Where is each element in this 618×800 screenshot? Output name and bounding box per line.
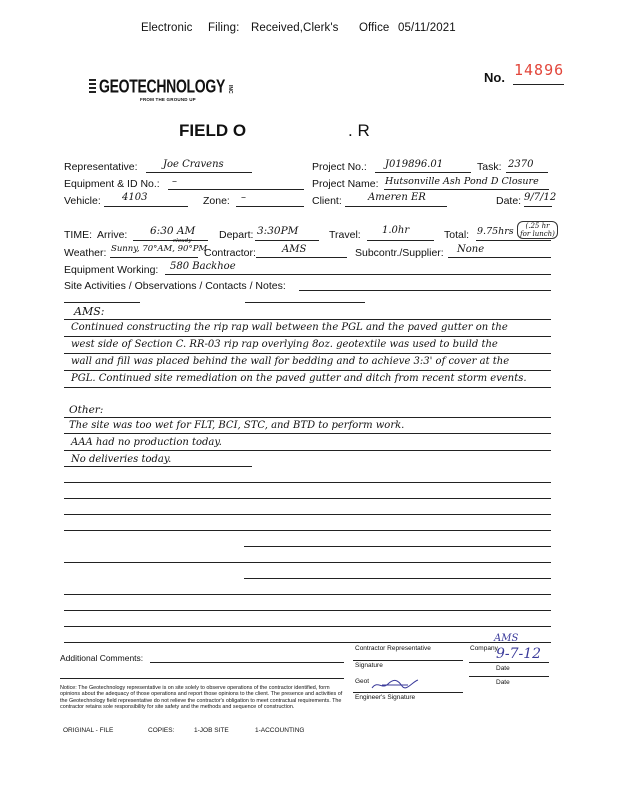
- contractor-label: Contractor:: [204, 247, 256, 259]
- filing-office: Office: [359, 22, 390, 34]
- date-label-engineer: Date: [496, 679, 510, 686]
- note-line-3: wall and fill was placed behind the wall for bedding and to achieve 3:3' of cover at the: [71, 356, 510, 367]
- vehicle-value: 4103: [122, 192, 148, 203]
- total-value: 9.75hrs: [477, 226, 514, 237]
- signature-label: Signature: [355, 662, 383, 669]
- depart-value: 3:30PM: [257, 225, 299, 237]
- zone-value: –: [241, 192, 246, 203]
- note-line-8: No deliveries today.: [71, 454, 172, 465]
- geot-label: Geot: [355, 678, 370, 685]
- engineer-signature-icon: [368, 676, 428, 692]
- equipment-id-label: Equipment & ID No.:: [64, 178, 160, 190]
- subcontractor-label: Subcontr./Supplier:: [355, 247, 444, 259]
- filing-date: 05/11/2021: [398, 22, 456, 34]
- representative-label: Representative:: [64, 161, 138, 173]
- task-label: Task:: [477, 161, 502, 173]
- note-line-5: Other:: [69, 404, 104, 416]
- company-logo: [89, 75, 233, 102]
- weather-value: Sunny, 70°AM, 90°PM: [111, 244, 208, 254]
- project-no-label: Project No.:: [312, 161, 367, 173]
- date-value-signed: 9-7-12: [496, 646, 542, 662]
- date-label: Date:: [496, 195, 522, 207]
- contractor-rep-label: Contractor Representative: [355, 645, 431, 652]
- job-site-label: 1-JOB SITE: [194, 727, 229, 734]
- project-name-label: Project Name:: [312, 178, 379, 190]
- filing-electronic: Electronic: [141, 22, 193, 34]
- notice-text: Notice: The Geotechnology representative is on site solely to observe operations of the contractor identified, form opinions about the adequacy of those operations and report those opinions to the client. The presence and activities of the Geotechnology field representative do not relieve the contractor's obligation to meet contractual requirements. The contractor retains sole responsibility for site safety and the methods and sequence of construction.: [60, 685, 343, 710]
- date-value: 9/7/12: [524, 192, 557, 203]
- project-name-value: Hutsonville Ash Pond D Closure: [385, 176, 539, 187]
- weather-label: Weather:: [64, 247, 107, 259]
- note-line-4: PGL. Continued site remediation on the paved gutter and ditch from recent storm events.: [71, 373, 527, 384]
- travel-value: 1.0hr: [382, 225, 410, 236]
- filing-received: Received,Clerk's: [251, 22, 339, 34]
- company-label: Company: [470, 645, 498, 652]
- note-line-2: west side of Section C. RR-03 rip rap overlying 8oz. geotextile was used to build the: [71, 339, 498, 350]
- equipment-working-value: 580 Backhoe: [170, 261, 236, 272]
- project-no-value: J019896.01: [385, 159, 444, 170]
- form-title-left: FIELD O: [179, 121, 247, 140]
- equipment-id-value: –: [172, 176, 177, 187]
- engineer-signature-label: Engineer's Signature: [355, 694, 416, 701]
- arrive-label: Arrive:: [97, 229, 128, 241]
- task-value: 2370: [508, 159, 534, 170]
- accounting-label: 1-ACCOUNTING: [255, 727, 305, 734]
- zone-label: Zone:: [203, 195, 230, 207]
- subcontractor-value: None: [457, 244, 485, 255]
- company-value: AMS: [494, 633, 519, 644]
- travel-label: Travel:: [329, 229, 361, 241]
- client-value: Ameren ER: [368, 192, 426, 203]
- note-line-6: The site was too wet for FLT, BCI, STC, and BTD to perform work.: [69, 420, 405, 431]
- logo-mark-icon: [89, 79, 96, 94]
- logo-inc: INC: [227, 85, 233, 94]
- depart-label: Depart:: [219, 229, 254, 241]
- total-label: Total:: [444, 229, 470, 241]
- copies-label: COPIES:: [148, 727, 175, 734]
- note-line-1: Continued constructing the rip rap wall between the PGL and the paved gutter on the: [71, 322, 508, 333]
- date-label-contractor: Date: [496, 665, 510, 672]
- vehicle-label: Vehicle:: [64, 195, 101, 207]
- site-activities-label: Site Activities / Observations / Contacts / Notes:: [64, 280, 286, 292]
- representative-value: Joe Cravens: [163, 159, 224, 170]
- weather-note: cloudy: [173, 238, 192, 244]
- original-file-label: ORIGINAL - FILE: [63, 727, 114, 734]
- total-note: (.25 hr for lunch): [517, 221, 558, 239]
- time-label: TIME:: [64, 229, 92, 241]
- additional-comments-label: Additional Comments:: [60, 653, 144, 663]
- report-number-value: 14896: [514, 61, 565, 79]
- client-label: Client:: [312, 195, 342, 207]
- note-line-0: AMS:: [74, 305, 105, 318]
- report-number-label: No.: [484, 70, 505, 85]
- contractor-value: AMS: [282, 244, 307, 255]
- logo-name: GEOTECHNOLOGY: [99, 75, 225, 97]
- note-line-7: AAA had no production today.: [71, 437, 222, 448]
- logo-tagline: FROM THE GROUND UP: [140, 97, 196, 102]
- equipment-working-label: Equipment Working:: [64, 264, 159, 276]
- form-title-right: . R: [348, 121, 370, 140]
- filing-label: Filing:: [208, 22, 240, 34]
- arrive-value: 6:30 AM: [150, 225, 196, 237]
